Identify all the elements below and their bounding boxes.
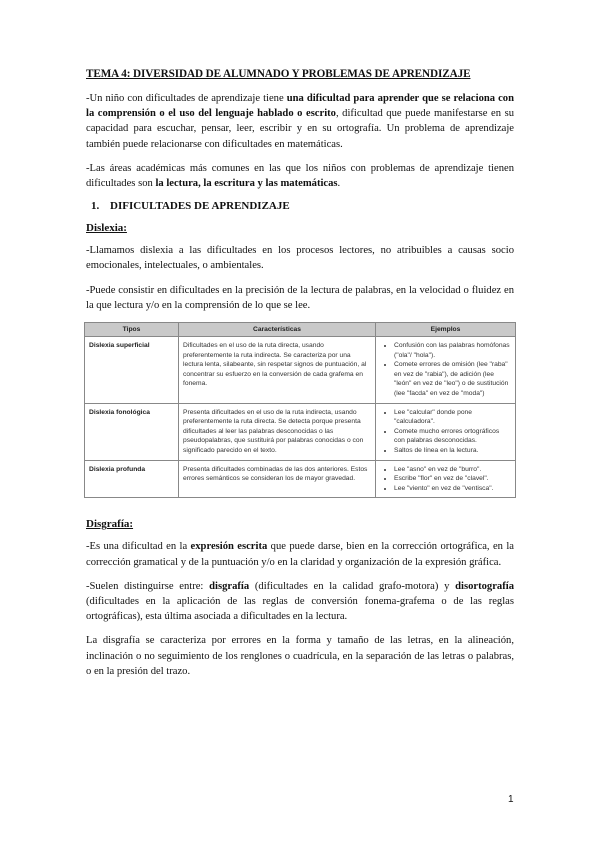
- list-item: • Confusión con las palabras homófonas ("ola"/ "hola").: [394, 341, 511, 360]
- intro-paragraph-2: -Las áreas académicas más comunes en las que los niños con problemas de aprendizaje tienen dificultades son la lectura, la escritura y las matemáticas.: [86, 162, 514, 190]
- table-row: [85, 337, 516, 404]
- document-page: [86, 68, 514, 688]
- table-header-caracteristicas: Características: [179, 323, 376, 337]
- disgrafia-paragraph-2: -Suelen distinguirse entre: disgrafía (dificultades en la calidad grafo-motora) y disortografía (dificultades en la aplicación de las reglas de conversión fonema-grafema o de las reglas ortográficas), esta última asociada a dificultades en la lectura.: [86, 580, 514, 623]
- table-cell-tipo: Dislexia fonológica: [85, 403, 179, 460]
- dislexia-paragraph-1: -Llamamos dislexia a las dificultades en los procesos lectores, no atribuibles a causas socio emocionales, intelectuales, o ambientales.: [86, 245, 514, 272]
- page-title: TEMA 4: DIVERSIDAD DE ALUMNADO Y PROBLEMAS DE APRENDIZAJE: [86, 68, 471, 80]
- intro-paragraph-1: -Un niño con dificultades de aprendizaje tiene una dificultad para aprender que se relaciona con la comprensión o el uso del lenguaje hablado o escrito, dificultad que puede manifestarse en su capacidad para escuchar, pensar, leer, escribir y en su ortografía. Un problema de aprendizaje también puede relacionarse con dificultades en matemáticas.: [86, 93, 514, 150]
- section-title: DIFICULTADES DE APRENDIZAJE: [110, 200, 290, 213]
- table-cell-ejemplos: [376, 460, 516, 498]
- disgrafia-paragraph-1: -Es una dificultad en la expresión escrita que puede darse, bien en la corrección ortográfica, en la corrección gramatical y de la puntuación y/o en la claridad y organización de la expresión gráfica.: [86, 541, 514, 568]
- section-number: 1.: [91, 200, 100, 213]
- disgrafia-heading: Disgrafía:: [86, 518, 134, 531]
- list-item: • Lee "asno" en vez de "burro".: [394, 465, 511, 475]
- table-cell-caracteristicas: Presenta dificultades combinadas de las dos anteriores. Estos errores semánticos se consideran los de mayor gravedad.: [179, 460, 376, 498]
- bold-expresion-escrita: expresión escrita: [190, 541, 268, 553]
- list-item: • Comete mucho errores ortográficos con palabras desconocidas.: [394, 427, 511, 446]
- table-header-row: [85, 323, 516, 337]
- list-item: • Lee "viento" en vez de "ventisca".: [394, 484, 511, 494]
- bold-disgrafia: disgrafía: [209, 580, 250, 592]
- list-item: • Escribe "flor" en vez de "clavel".: [394, 474, 511, 484]
- table-cell-caracteristicas: Presenta dificultades en el uso de la ruta indirecta, usando preferentemente la ruta directa. Se detecta porque presenta dificultades al leer las palabras desconocidas o las pseudopalabras, que sustituirá por palabras conocidas o con significado parecido en el texto.: [179, 403, 376, 460]
- bold-definition: una dificultad para aprender que se relaciona con la comprensión o el uso del lenguaje hablado o escrito: [86, 93, 514, 120]
- list-item: • Comete errores de omisión (lee "raba" en vez de "rabia"), de adición (lee "león" en vez de "leo") o de sustitución (lee "facda" en vez de "moda"): [394, 360, 511, 398]
- disgrafia-paragraph-3: La disgrafía se caracteriza por errores en la forma y tamaño de las letras, en la alineación, inclinación o no seguimiento de los renglones o cuadrícula, en la separación de las letras o palabras, o en la presión del trazo.: [86, 635, 514, 677]
- dislexia-table: [84, 322, 516, 498]
- page-number: 1: [508, 794, 514, 805]
- bold-disortografia: disortografía: [455, 580, 514, 592]
- table-cell-tipo: Dislexia superficial: [85, 337, 179, 404]
- section-heading: [86, 200, 514, 212]
- dislexia-heading: Dislexia:: [86, 222, 127, 235]
- table-row: [85, 403, 516, 460]
- table-cell-tipo: Dislexia profunda: [85, 460, 179, 498]
- table-header-ejemplos: Ejemplos: [376, 323, 516, 337]
- table-cell-caracteristicas: Dificultades en el uso de la ruta directa, usando preferentemente la ruta indirecta. Se caracteriza por una lectura lenta, silabeante, sin respetar signos de puntuación, al concentrar su esfuerzo en la conversión de cada grafema en fonema.: [179, 337, 376, 404]
- list-item: • Lee "calcular" donde pone "calculadora".: [394, 408, 511, 427]
- table-row: [85, 460, 516, 498]
- list-item: • Saltos de línea en la lectura.: [394, 446, 511, 456]
- table-cell-ejemplos: [376, 403, 516, 460]
- bold-areas: la lectura, la escritura y las matemáticas: [155, 178, 338, 190]
- dislexia-paragraph-2: -Puede consistir en dificultades en la precisión de la lectura de palabras, en la velocidad o fluidez en la que lectura y/o en la comprensión de lo que se lee.: [86, 284, 514, 311]
- table-cell-ejemplos: [376, 337, 516, 404]
- table-header-tipos: Tipos: [85, 323, 179, 337]
